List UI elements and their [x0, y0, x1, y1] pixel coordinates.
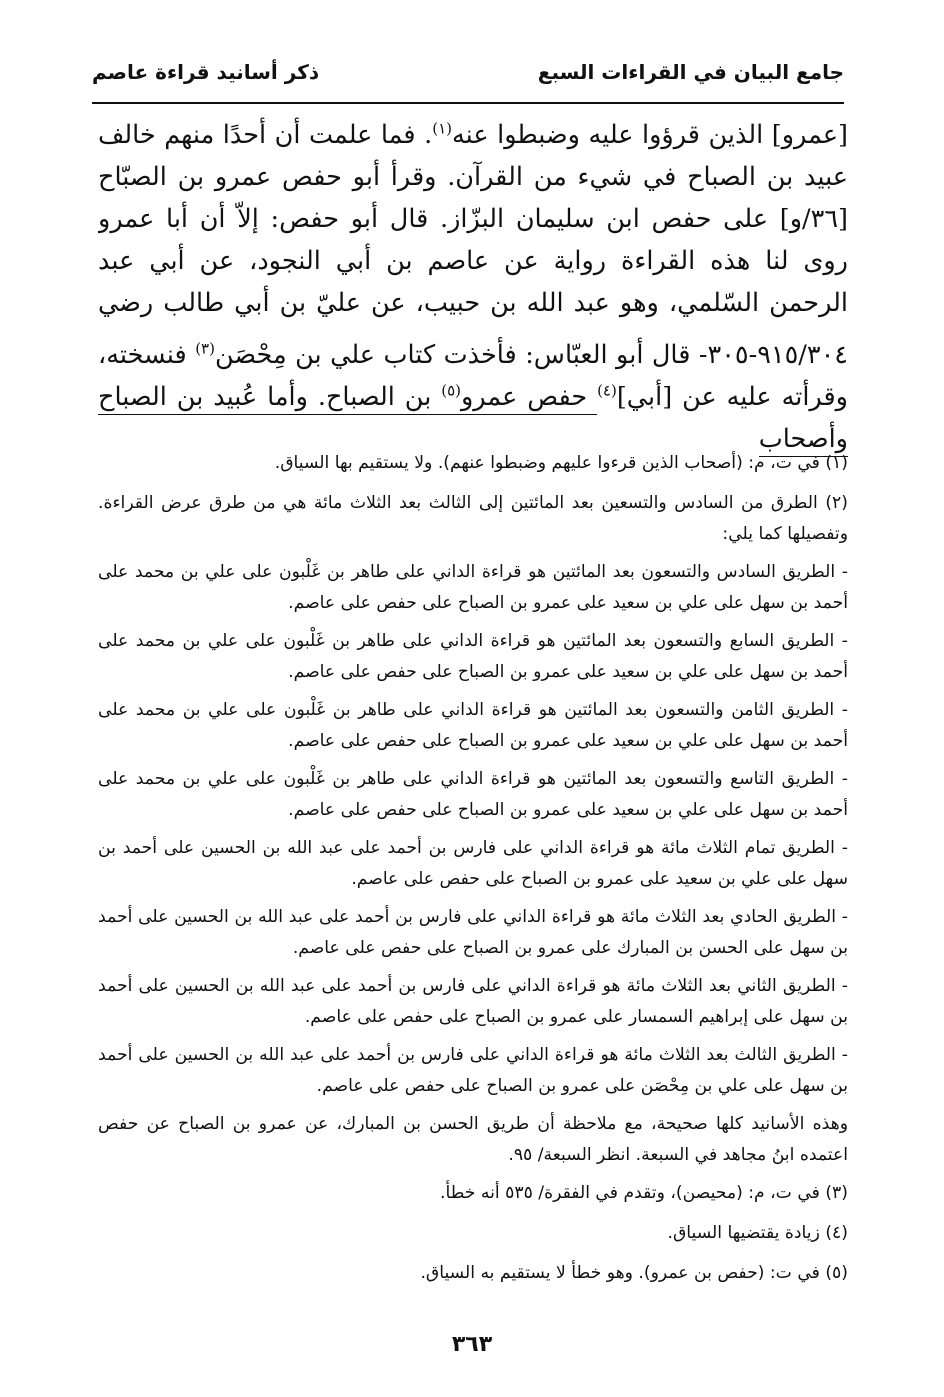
- paragraph-1-text-a: [عمرو] الذين قرؤوا عليه وضبطوا عنه: [452, 120, 848, 150]
- footnote-ref-5[interactable]: (٥): [441, 381, 461, 400]
- footnote-ref-1[interactable]: (١): [432, 119, 453, 138]
- footnote-ref-4[interactable]: (٤): [597, 381, 617, 400]
- paragraph-2-text-b: فنسخته، وقرأته عليه عن [أبي]: [98, 340, 848, 412]
- footnote-ref-3[interactable]: (٣): [195, 339, 215, 358]
- route-item: - الطريق تمام الثلاث مائة هو قراءة الداني على فارس بن أحمد على عبد الله بن الحسين على أحمد بن سهل على علي بن سعيد على عمرو بن الصباح على حفص على عاصم.: [98, 838, 848, 889]
- route-item: - الطريق الحادي بعد الثلاث مائة هو قراءة الداني على فارس بن أحمد على عبد الله بن الحسين على أحمد بن سهل على الحسن بن المبارك على عمرو بن الصباح على حفص على عاصم.: [98, 907, 848, 958]
- footnote-4: (٤) زيادة يقتضيها السياق.: [667, 1223, 848, 1243]
- footnote-1: (١) في ت، م: (أصحاب الذين قرءوا عليهم وضبطوا عنهم). ولا يستقيم بها السياق.: [274, 453, 848, 473]
- page-number: ٣٦٣: [451, 1332, 493, 1357]
- paragraph-1-text-b: . فما علمت أن أحدًا منهم خالف عبيد بن الصباح في شيء من القرآن. وقرأ أبو حفص عمرو بن الصبّاح [٣٦/و] على حفص ابن سليمان البزّاز. قال أبو حفص: إلاّ أن أبا عمرو روى لنا هذه القراءة رواية عن عاصم بن أبي النجود، عن أبي عبد الرحمن السّلمي، وهو عبد الله بن حبيب، عن عليّ بن أبي طالب رضي: [98, 120, 848, 318]
- paragraph-2-text-a: ٩١٥/٣٠٤-٣٠٥- قال أبو العبّاس: فأخذت كتاب علي بن مِحْصَن: [214, 340, 848, 370]
- route-item: - الطريق الثامن والتسعون بعد المائتين هو قراءة الداني على طاهر بن غَلْبون على علي بن محمد على أحمد بن سهل على علي بن سعيد على عمرو بن الصباح على حفص على عاصم.: [98, 700, 848, 751]
- footnote-2-summary: وهذه الأسانيد كلها صحيحة، مع ملاحظة أن طريق الحسن بن المبارك، عن عمرو بن الصباح عن حفص اعتمده ابنُ مجاهد في السبعة. انظر السبعة/ ٩٥.: [98, 1114, 848, 1165]
- route-item: - الطريق الثاني بعد الثلاث مائة هو قراءة الداني على فارس بن أحمد على عبد الله بن الحسين على أحمد بن سهل على إبراهيم السمسار على عمرو بن الصباح على حفص على عاصم.: [98, 976, 848, 1027]
- footnote-3: (٣) في ت، م: (محيصن)، وتقدم في الفقرة/ ٥٣٥ أنه خطأ.: [440, 1183, 848, 1203]
- route-item: - الطريق السابع والتسعون بعد المائتين هو قراءة الداني على طاهر بن غَلْبون على علي بن محمد على أحمد بن سهل على علي بن سعيد على عمرو بن الصباح على حفص على عاصم.: [98, 631, 848, 682]
- main-text: [98, 114, 848, 460]
- route-item: - الطريق السادس والتسعون بعد المائتين هو قراءة الداني على طاهر بن غَلْبون على علي بن محمد على أحمد بن سهل على علي بن سعيد على عمرو بن الصباح على حفص على عاصم.: [98, 562, 848, 613]
- chapter-title: ذكر أسانيد قراءة عاصم: [92, 60, 320, 84]
- paragraph-2: [98, 334, 848, 460]
- footnote-5: (٥) في ت: (حفص بن عمرو). وهو خطأ لا يستقيم به السياق.: [420, 1263, 848, 1283]
- running-header: [92, 60, 844, 94]
- footnote-2-intro: (٢) الطرق من السادس والتسعين بعد المائتين إلى الثالث بعد الثلاث مائة هي من طرق عرض القراءة. وتفصيلها كما يلي:: [98, 493, 848, 544]
- paragraph-2-text-c: حفص عمرو: [460, 382, 598, 412]
- header-divider: [92, 102, 844, 104]
- book-title: جامع البيان في القراءات السبع: [537, 60, 844, 84]
- paragraph-2-text-d: بن الصباح. وأما عُبيد بن الصباح وأصحاب: [98, 382, 848, 454]
- paragraph-1: [98, 114, 848, 324]
- route-item: - الطريق التاسع والتسعون بعد المائتين هو قراءة الداني على طاهر بن غَلْبون على علي بن محمد على أحمد بن سهل على علي بن سعيد على عمرو بن الصباح على حفص على عاصم.: [98, 769, 848, 820]
- footnotes: [98, 448, 848, 1298]
- route-item: - الطريق الثالث بعد الثلاث مائة هو قراءة الداني على فارس بن أحمد على عبد الله بن الحسين على أحمد بن سهل على علي بن مِحْصَن على عمرو بن الصباح على حفص على عاصم.: [98, 1045, 848, 1096]
